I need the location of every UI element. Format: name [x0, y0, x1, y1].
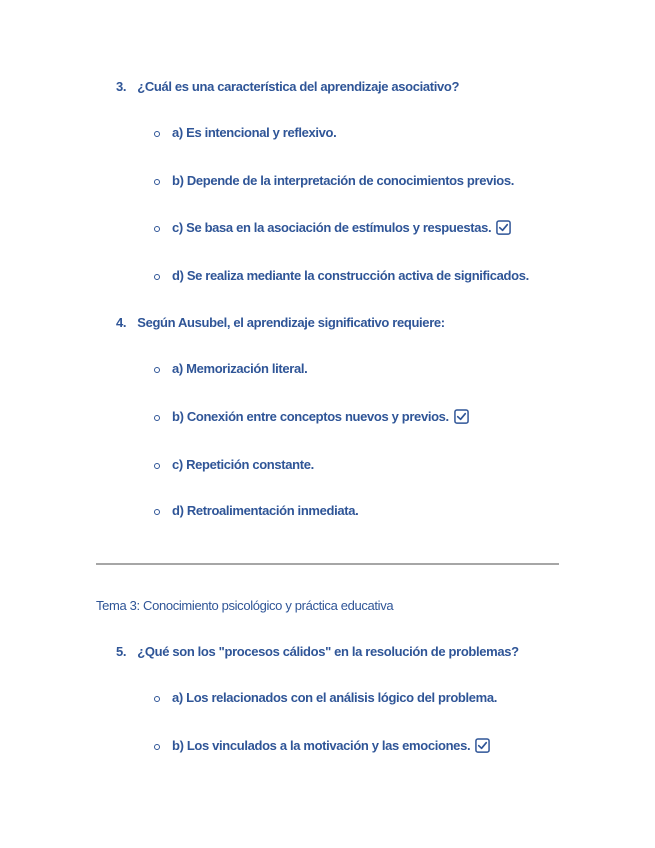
- question-3: [116, 79, 459, 94]
- hollow-circle-bullet-icon: [154, 226, 160, 232]
- question-number: 5.: [116, 644, 127, 659]
- hollow-circle-bullet-icon: [154, 744, 160, 750]
- checked-box-icon: [496, 220, 511, 235]
- question-5: [116, 644, 519, 659]
- option-3a: [154, 125, 336, 140]
- option-text: a) Es intencional y reflexivo.: [172, 125, 337, 140]
- option-text: b) Los vinculados a la motivación y las emociones.: [172, 738, 471, 753]
- question-text: ¿Qué son los "procesos cálidos" en la resolución de problemas?: [137, 644, 519, 659]
- question-text: Según Ausubel, el aprendizaje significativo requiere:: [137, 315, 445, 330]
- hollow-circle-bullet-icon: [154, 696, 160, 702]
- question-number: 4.: [116, 315, 127, 330]
- option-text: a) Memorización literal.: [172, 361, 308, 376]
- question-4: [116, 315, 445, 330]
- option-text: c) Repetición constante.: [172, 457, 314, 472]
- hollow-circle-bullet-icon: [154, 131, 160, 137]
- horizontal-divider: [96, 563, 559, 565]
- hollow-circle-bullet-icon: [154, 509, 160, 515]
- checked-box-icon: [475, 738, 490, 753]
- option-4a: [154, 361, 307, 376]
- hollow-circle-bullet-icon: [154, 463, 160, 469]
- option-5a: [154, 690, 497, 705]
- option-text: d) Retroalimentación inmediata.: [172, 503, 359, 518]
- question-number: 3.: [116, 79, 127, 94]
- section-heading: Tema 3: Conocimiento psicológico y práctica educativa: [96, 598, 394, 613]
- option-text: c) Se basa en la asociación de estímulos y respuestas.: [172, 220, 492, 235]
- hollow-circle-bullet-icon: [154, 415, 160, 421]
- option-text: d) Se realiza mediante la construcción activa de significados.: [172, 268, 529, 283]
- option-text: b) Depende de la interpretación de conocimientos previos.: [172, 173, 514, 188]
- option-4d: [154, 503, 358, 518]
- option-3b: [154, 173, 514, 188]
- hollow-circle-bullet-icon: [154, 274, 160, 280]
- option-3c: [154, 220, 511, 235]
- option-4c: [154, 457, 314, 472]
- option-3d: [154, 268, 529, 283]
- option-text: a) Los relacionados con el análisis lógico del problema.: [172, 690, 497, 705]
- option-text: b) Conexión entre conceptos nuevos y previos.: [172, 409, 449, 424]
- hollow-circle-bullet-icon: [154, 367, 160, 373]
- hollow-circle-bullet-icon: [154, 179, 160, 185]
- checked-box-icon: [454, 409, 469, 424]
- question-text: ¿Cuál es una característica del aprendizaje asociativo?: [137, 79, 460, 94]
- option-4b: [154, 409, 469, 424]
- option-5b: [154, 738, 490, 753]
